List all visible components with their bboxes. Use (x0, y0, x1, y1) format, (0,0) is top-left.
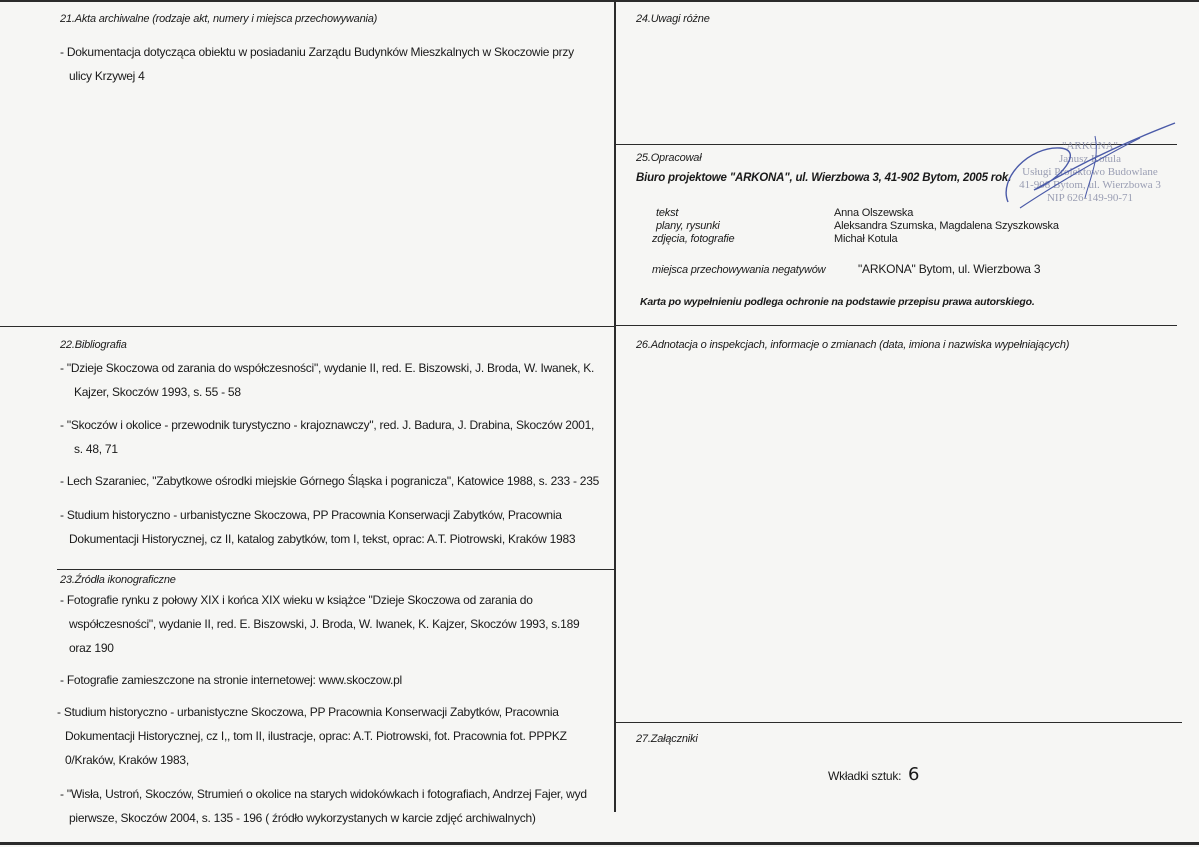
section-26-title: 26.Adnotacja o inspekcjach, informacje o zmianach (data, imiona i nazwiska wypełniających) (636, 339, 1070, 351)
negatives-label: miejsca przechowywania negatywów (652, 264, 826, 276)
iconography-line: Dokumentacji Historycznej, cz I,, tom II, ilustracje, oprac: A.T. Piotrowski, fot. Pracownia fot. PPPKZ (65, 729, 567, 743)
top-border (0, 0, 1199, 2)
signature (990, 118, 1190, 228)
center-divider (614, 2, 616, 812)
role-value: Anna Olszewska (834, 207, 914, 219)
iconography-line: oraz 190 (69, 641, 114, 655)
bibliography-line: - "Dzieje Skoczowa od zarania do współczesności", wydanie II, red. E. Biszowski, J. Broda, W. Iwanek, K. (60, 361, 595, 375)
copyright-note: Karta po wypełnieniu podlega ochronie na podstawie przepisu prawa autorskiego. (640, 296, 1035, 308)
section-24-title: 24.Uwagi różne (636, 13, 710, 25)
stamp-line: 41-908 Bytom, ul. Wierzbowa 3 (1019, 179, 1161, 191)
left-divider-23 (57, 569, 614, 570)
role-label: tekst (656, 207, 679, 219)
iconography-line: współczesności", wydanie II, red. E. Biszowski, J. Broda, W. Iwanek, K. Kajzer, Skoczów 1993, s.189 (69, 617, 580, 631)
section-22-title: 22.Bibliografia (60, 339, 127, 351)
attachments-count-label: Wkładki sztuk: (828, 769, 902, 783)
bibliography-line: - Studium historyczno - urbanistyczne Skoczowa, PP Pracownia Konserwacji Zabytków, Pracownia (60, 508, 562, 522)
section-21-title: 21.Akta archiwalne (rodzaje akt, numery i miejsca przechowywania) (60, 13, 378, 25)
bibliography-line: Kajzer, Skoczów 1993, s. 55 - 58 (74, 385, 241, 399)
role-value: Michał Kotula (834, 233, 898, 245)
iconography-line: - "Wisła, Ustroń, Skoczów, Strumień o okolice na starych widokówkach i fotografiach, Andrzej Fajer, wyd (60, 787, 587, 801)
role-label: plany, rysunki (656, 220, 720, 232)
bureau-info: Biuro projektowe "ARKONA", ul. Wierzbowa 3, 41-902 Bytom, 2005 rok. (636, 172, 1012, 184)
iconography-line: pierwsze, Skoczów 2004, s. 135 - 196 ( źródło wykorzystanych w karcie zdjęć archiwalnych) (69, 811, 536, 825)
attachments-count-value: 6 (908, 764, 920, 785)
left-divider-22 (0, 326, 616, 327)
section-23-title: 23.Źródła ikonograficzne (60, 574, 176, 586)
stamp-line: Janusz Kotula (1058, 153, 1121, 165)
bibliography-line: - Lech Szaraniec, "Zabytkowe ośrodki miejskie Górnego Śląska i pogranicza", Katowice 1988, s. 233 - 235 (60, 474, 600, 488)
bibliography-line: s. 48, 71 (74, 442, 118, 456)
bottom-border (0, 842, 1199, 845)
iconography-line: 0/Kraków, Kraków 1983, (65, 753, 189, 767)
bibliography-line: - "Skoczów i okolice - przewodnik turystyczno - krajoznawczy", red. J. Badura, J. Drabina, Skoczów 2001, (60, 418, 595, 432)
section-25-title: 25.Opracował (636, 152, 702, 164)
section-21-line: ulicy Krzywej 4 (69, 69, 145, 83)
section-21-line: - Dokumentacja dotycząca obiektu w posiadaniu Zarządu Budynków Mieszkalnych w Skoczowie przy (60, 45, 574, 59)
negatives-value: "ARKONA" Bytom, ul. Wierzbowa 3 (858, 262, 1041, 276)
section-27-title: 27.Załączniki (636, 733, 698, 745)
right-divider-26 (616, 325, 1177, 326)
bibliography-line: Dokumentacji Historycznej, cz II, katalog zabytków, tom I, tekst, oprac: A.T. Piotrowski, Kraków 1983 (69, 532, 576, 546)
stamp-line: NIP 626-149-90-71 (1046, 192, 1134, 204)
stamp-line: Usługi Projektowo Budowlane (1022, 166, 1158, 178)
role-value: Aleksandra Szumska, Magdalena Szyszkowska (834, 220, 1059, 232)
iconography-line: - Studium historyczno - urbanistyczne Skoczowa, PP Pracownia Konserwacji Zabytków, Pracownia (57, 705, 559, 719)
right-divider-27 (616, 722, 1182, 723)
role-label: zdjęcia, fotografie (652, 233, 735, 245)
iconography-line: - Fotografie zamieszczone na stronie internetowej: www.skoczow.pl (60, 673, 402, 687)
stamp-line: "ARKONA" (1061, 140, 1119, 152)
iconography-line: - Fotografie rynku z połowy XIX i końca XIX wieku w książce "Dzieje Skoczowa od zarania do (60, 593, 533, 607)
